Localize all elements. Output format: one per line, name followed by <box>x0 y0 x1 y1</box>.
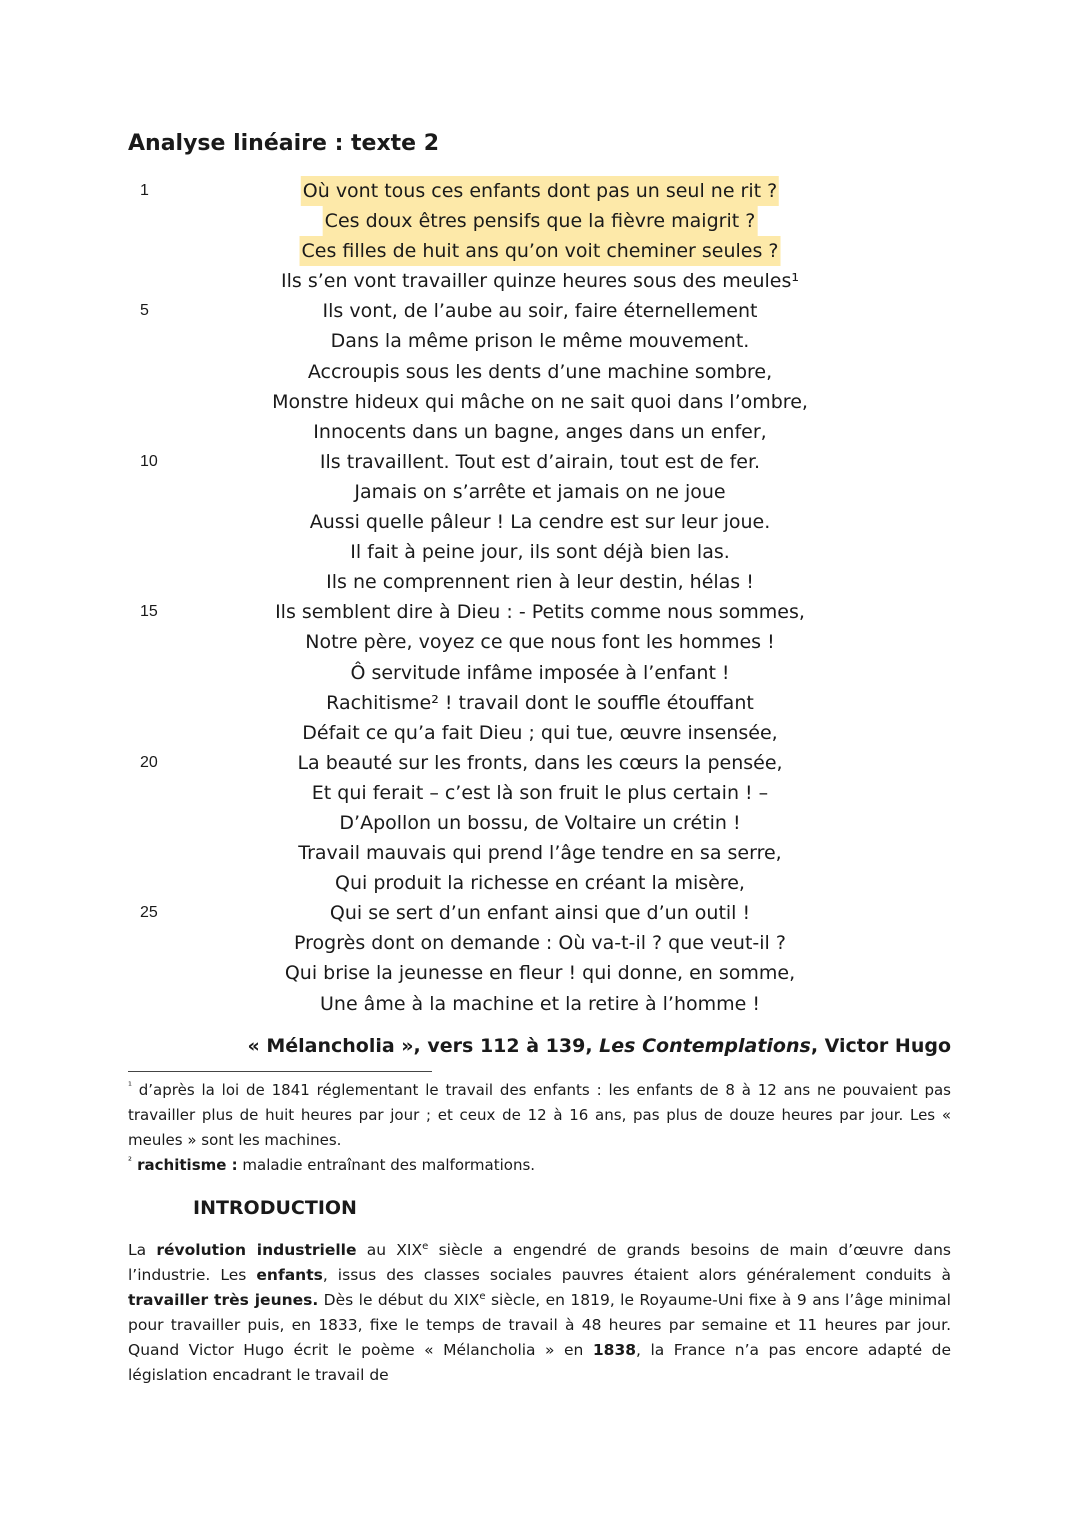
verse-text: Qui produit la richesse en créant la misère, <box>335 872 745 895</box>
intro-bold: révolution industrielle <box>156 1241 357 1259</box>
verse-text: Dans la même prison le même mouvement. <box>330 330 750 353</box>
verse-line <box>0 718 1080 748</box>
verse-text: Et qui ferait – c’est là son fruit le plus certain ! – <box>311 781 769 804</box>
line-number: 1 <box>140 182 149 199</box>
intro-bold: enfants <box>256 1266 323 1284</box>
verse-text: Rachitisme² ! travail dont le souffle étouffant <box>326 691 754 714</box>
line-number: 25 <box>140 904 158 922</box>
verse-line <box>0 447 1080 477</box>
verse-line <box>0 206 1080 236</box>
intro-superscript: e <box>422 1240 429 1252</box>
intro-text: , la France n’a pas encore adapté de législation encadrant le travail de <box>128 1341 952 1384</box>
intro-text: La <box>128 1241 157 1259</box>
verse-text: Progrès dont on demande : Où va-t-il ? que veut-il ? <box>294 932 786 955</box>
footnote-1-marker: ¹ <box>128 1081 132 1092</box>
line-number: 10 <box>140 452 158 470</box>
verse-line <box>0 838 1080 868</box>
citation-work: Les Contemplations <box>599 1035 811 1057</box>
footnote-2-text: maladie entraînant des malformations. <box>237 1156 536 1174</box>
line-number: 5 <box>140 302 149 320</box>
verse-text: Où vont tous ces enfants dont pas un seul ne rit ? <box>301 176 779 206</box>
verse-line <box>0 176 1080 206</box>
footnotes <box>128 1078 951 1178</box>
intro-text: , issus des classes sociales pauvres étaient alors généralement conduits à <box>322 1266 951 1284</box>
verse-line <box>0 567 1080 597</box>
verse-text: Ils vont, de l’aube au soir, faire éternellement <box>322 300 758 323</box>
verse-line <box>0 296 1080 326</box>
intro-text: au XIX <box>356 1241 423 1259</box>
verse-line <box>0 989 1080 1019</box>
footnote-1-text: d’après la loi de 1841 réglementant le travail des enfants : les enfants de 8 à 12 ans ne pouvaient pas travailler plus de huit heures par jour ; et ceux de 12 à 16 ans, pas plus de douze heures par jour. Les « meules » sont les machines. <box>128 1081 951 1149</box>
footnote-1 <box>128 1078 951 1153</box>
line-number: 20 <box>140 753 158 771</box>
intro-bold: travailler très jeunes. <box>128 1291 319 1309</box>
verse-text: Ô servitude infâme imposée à l’enfant ! <box>350 661 730 684</box>
verse-line <box>0 387 1080 417</box>
poem <box>0 176 1080 1019</box>
citation-prefix: « Mélancholia », vers 112 à 139, <box>247 1035 600 1057</box>
verse-line <box>0 326 1080 356</box>
footnote-separator <box>128 1071 432 1072</box>
verse-text: Travail mauvais qui prend l’âge tendre en sa serre, <box>298 842 782 865</box>
verse-text: Aussi quelle pâleur ! La cendre est sur leur joue. <box>309 511 771 534</box>
verse-text: Défait ce qu’a fait Dieu ; qui tue, œuvre insensée, <box>302 721 778 744</box>
verse-text: D’Apollon un bossu, de Voltaire un crétin ! <box>339 811 741 834</box>
footnote-2 <box>128 1153 951 1178</box>
intro-bold: 1838 <box>592 1341 637 1359</box>
footnote-2-term: rachitisme : <box>131 1156 238 1174</box>
verse-text: Notre père, voyez ce que nous font les hommes ! <box>305 631 775 654</box>
verse-text: Innocents dans un bagne, anges dans un enfer, <box>313 420 767 443</box>
intro-text: Dès le début du XIX <box>318 1291 480 1309</box>
verse-line <box>0 688 1080 718</box>
verse-line <box>0 928 1080 958</box>
verse-text: Il fait à peine jour, ils sont déjà bien las. <box>350 541 730 564</box>
intro-text: siècle, en 1819, le Royaume-Uni fixe à 9 ans l’âge minimal pour travailler puis, en 1833, fixe le temps de travail à 48 heures par semaine et 11 heures par jour. Quand Victor Hugo écrit le poème « Mélancholia » en <box>128 1291 951 1359</box>
verse-line <box>0 266 1080 296</box>
verse-text: Ces filles de huit ans qu’on voit cheminer seules ? <box>300 236 781 266</box>
verse-text: Ils travaillent. Tout est d’airain, tout est de fer. <box>319 450 761 473</box>
verse-text: Monstre hideux qui mâche on ne sait quoi dans l’ombre, <box>272 390 808 413</box>
verse-line <box>0 958 1080 988</box>
verse-line <box>0 417 1080 447</box>
verse-text: Qui se sert d’un enfant ainsi que d’un outil ! <box>329 902 751 925</box>
verse-line <box>0 627 1080 657</box>
verse-text: La beauté sur les fronts, dans les cœurs la pensée, <box>297 751 783 774</box>
verse-line <box>0 778 1080 808</box>
intro-superscript: e <box>479 1290 486 1302</box>
verse-text: Qui brise la jeunesse en fleur ! qui donne, en somme, <box>284 962 796 985</box>
verse-line <box>0 537 1080 567</box>
verse-line <box>0 658 1080 688</box>
footnote-2-marker: ² <box>128 1156 132 1167</box>
introduction-paragraph <box>128 1238 951 1388</box>
citation-suffix: , Victor Hugo <box>810 1035 951 1057</box>
verse-line <box>0 868 1080 898</box>
verse-text: Ils ne comprennent rien à leur destin, hélas ! <box>326 571 754 594</box>
verse-text: Ils s’en vont travailler quinze heures sous des meules¹ <box>281 270 799 293</box>
introduction-heading: INTRODUCTION <box>193 1197 357 1219</box>
intro-text: siècle a engendré de grands besoins de main d’œuvre dans l’industrie. Les <box>128 1241 952 1284</box>
page-title: Analyse linéaire : texte 2 <box>128 131 440 156</box>
line-number: 15 <box>140 603 158 621</box>
verse-line <box>0 808 1080 838</box>
verse-text: Ces doux êtres pensifs que la fièvre maigrit ? <box>323 206 758 236</box>
verse-line <box>0 236 1080 266</box>
verse-line <box>0 597 1080 627</box>
poem-citation <box>247 1035 951 1057</box>
verse-text: Jamais on s’arrête et jamais on ne joue <box>354 480 726 503</box>
verse-text: Une âme à la machine et la retire à l’homme ! <box>320 992 760 1015</box>
verse-line <box>0 898 1080 928</box>
verse-line <box>0 748 1080 778</box>
verse-line <box>0 507 1080 537</box>
verse-text: Accroupis sous les dents d’une machine sombre, <box>307 360 773 383</box>
verse-text: Ils semblent dire à Dieu : - Petits comme nous sommes, <box>275 601 805 624</box>
verse-line <box>0 357 1080 387</box>
verse-line <box>0 477 1080 507</box>
